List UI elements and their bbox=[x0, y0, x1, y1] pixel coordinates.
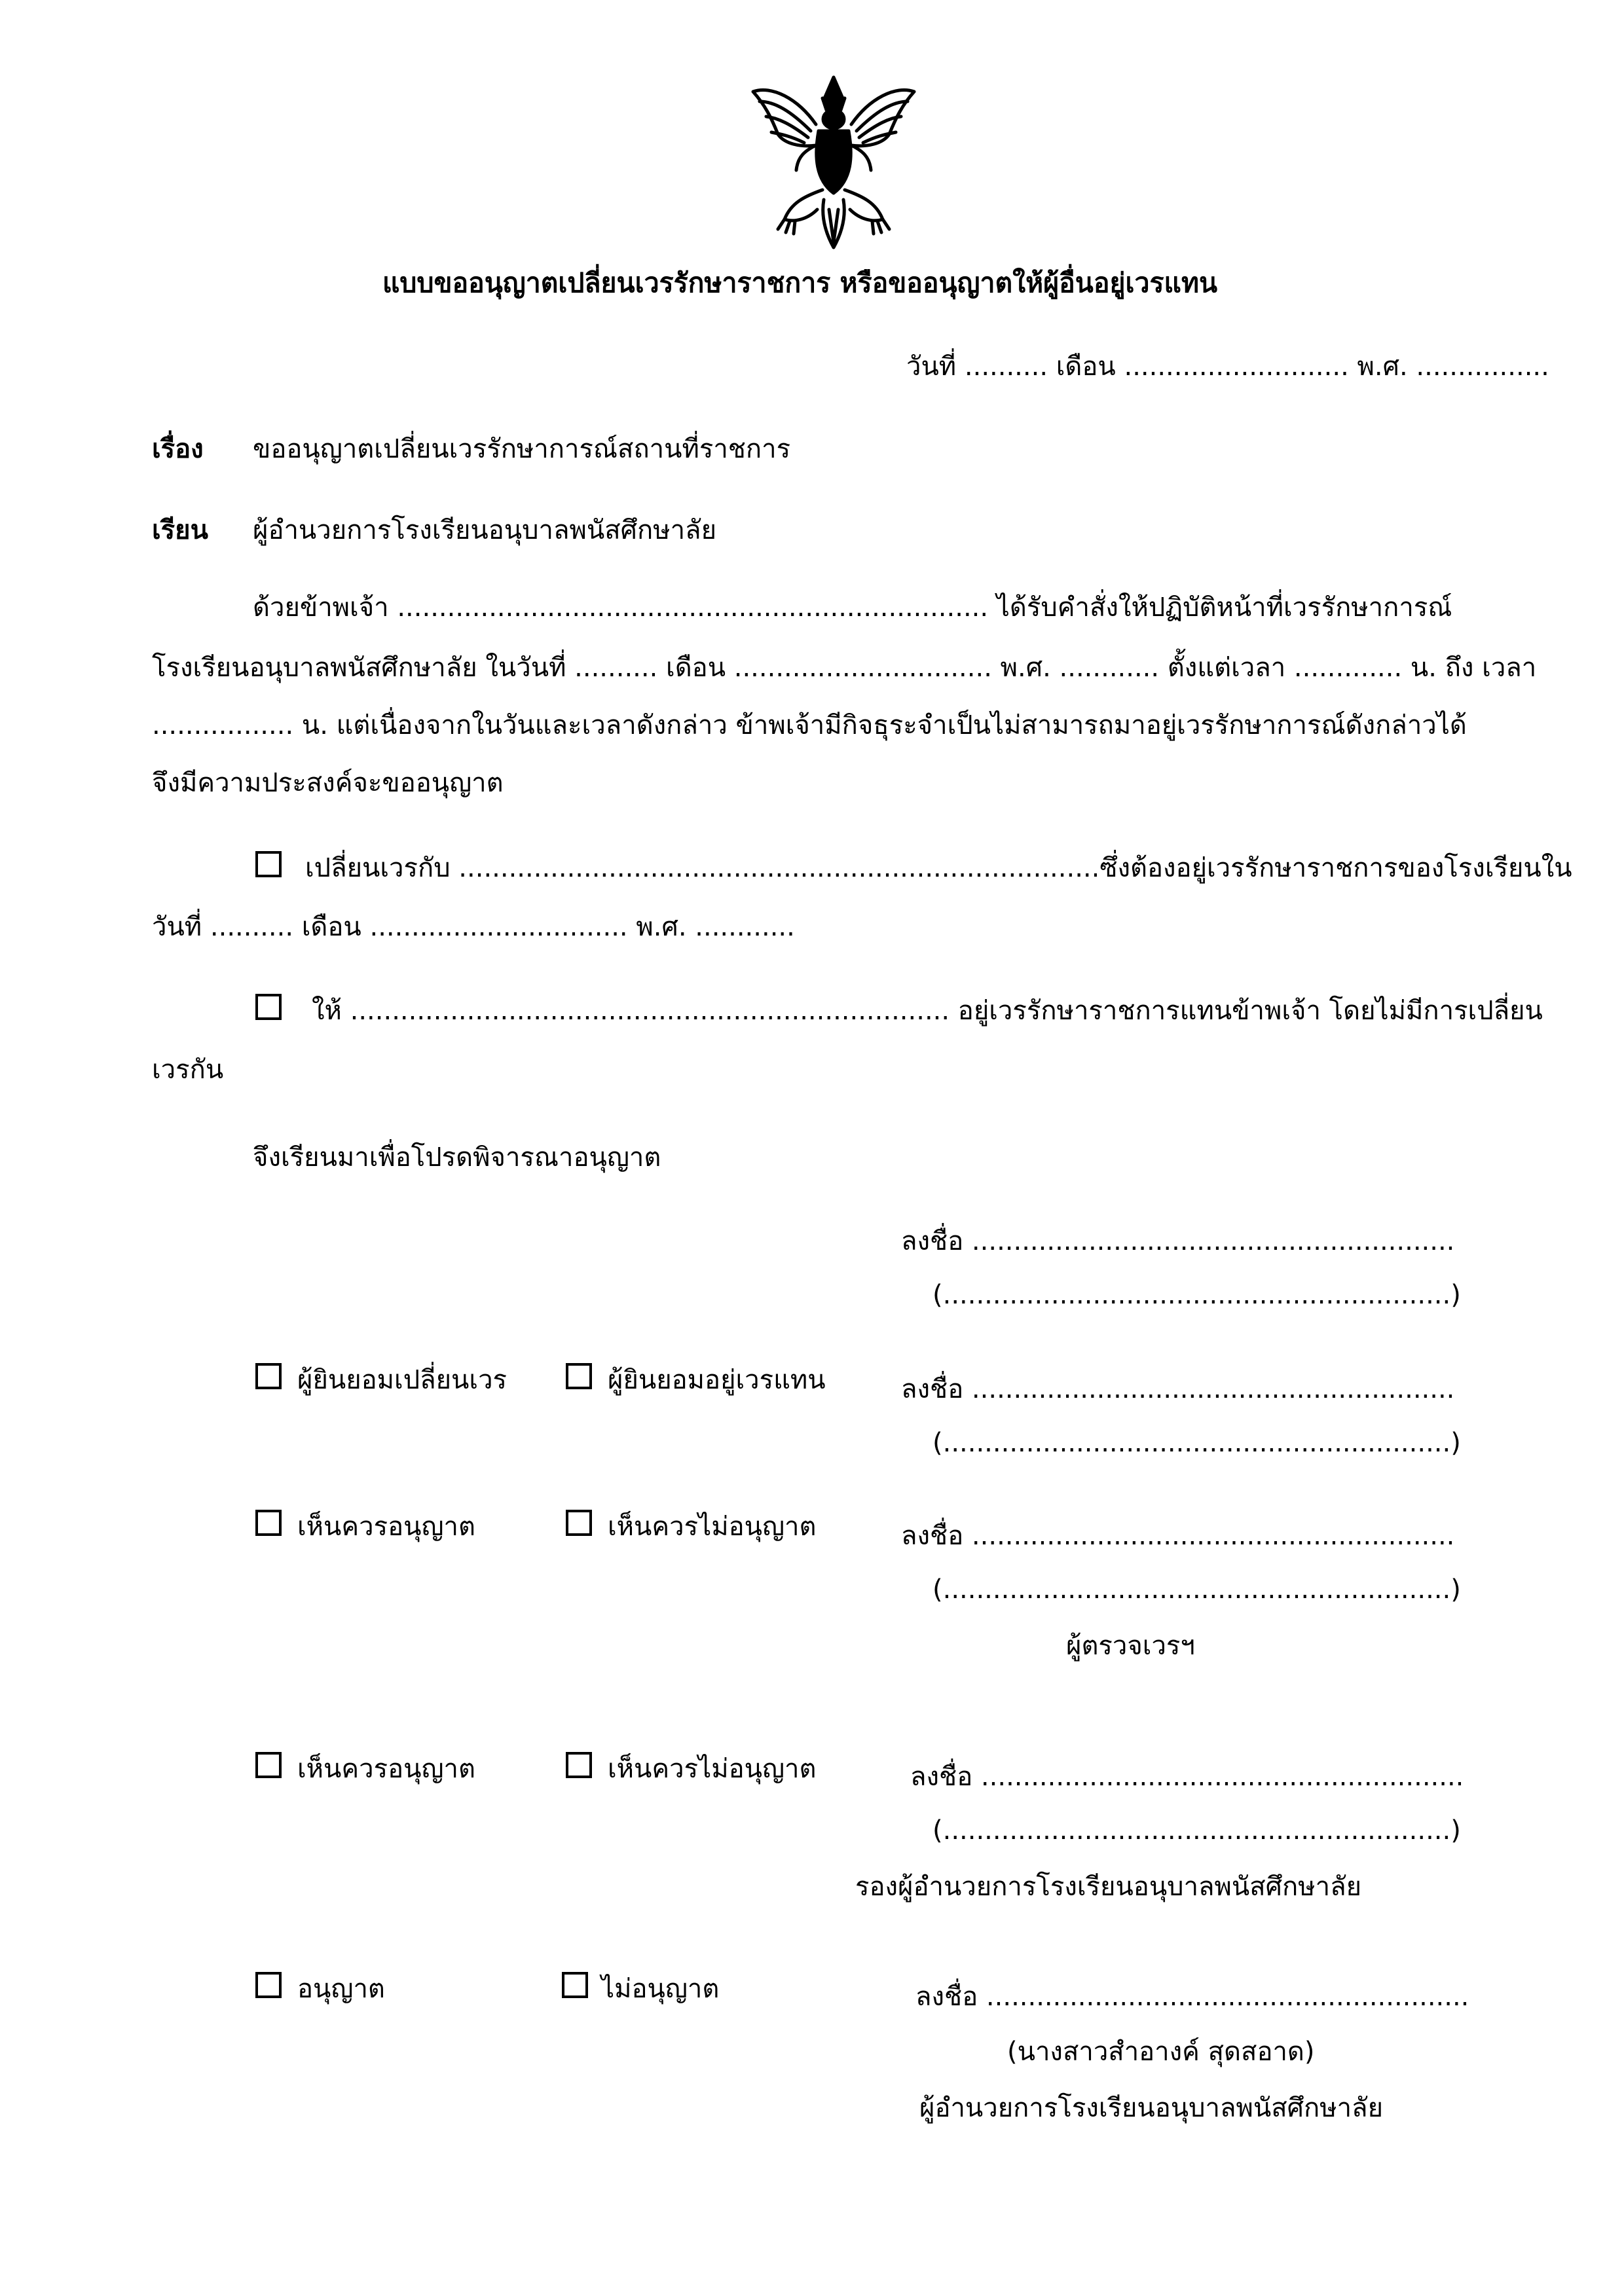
substitute-line-1: ให้ ........................................................................ อยู่เวรรักษาราชการแทนข้าพเจ้า โดยไม่มีการเปลี่ยน bbox=[312, 996, 1543, 1026]
director-signature-line: ลงชื่อ .......................................................... bbox=[915, 1982, 1469, 2012]
inspector-reject-checkbox[interactable] bbox=[566, 1510, 592, 1536]
swap-shift-line-2: วันที่ .......... เดือน ............................... พ.ศ. ............ bbox=[152, 912, 795, 942]
inspector-signature-line: ลงชื่อ .......................................................... bbox=[901, 1521, 1455, 1551]
deputy-reject-label: เห็นควรไม่อนุญาต bbox=[608, 1754, 817, 1784]
consent-substitute-checkbox[interactable] bbox=[566, 1363, 592, 1389]
garuda-emblem-icon bbox=[745, 72, 922, 252]
consent-substitute-label: ผู้ยินยอมอยู่เวรแทน bbox=[608, 1365, 826, 1395]
deputy-approve-label: เห็นควรอนุญาต bbox=[297, 1754, 475, 1784]
consent-name-line: (.............................................................) bbox=[932, 1428, 1461, 1458]
consent-swap-label: ผู้ยินยอมเปลี่ยนเวร bbox=[297, 1365, 507, 1395]
body-line-2: โรงเรียนอนุบาลพนัสศึกษาลัย ในวันที่ .......... เดือน ............................... พ.ศ. ............ ตั้งแต่เวลา ............. น. ถึง เวลา bbox=[152, 653, 1537, 683]
inspector-approve-label: เห็นควรอนุญาต bbox=[297, 1512, 475, 1542]
director-approve-checkbox[interactable] bbox=[255, 1972, 282, 1998]
body-line-1: ด้วยข้าพเจ้า ....................................................................... ได้รับคำสั่งให้ปฏิบัติหน้าที่เวรรักษาการณ์ bbox=[253, 592, 1452, 623]
substitute-checkbox[interactable] bbox=[255, 994, 282, 1020]
inspector-title: ผู้ตรวจเวรฯ bbox=[1066, 1631, 1195, 1661]
body-line-3: ................. น. แต่เนื่องจากในวันและเวลาดังกล่าว ข้าพเจ้ามีกิจธุระจำเป็นไม่สามารถมาอยู่เวรรักษาการณ์ดังกล่าวได้ bbox=[152, 710, 1467, 740]
deputy-approve-checkbox[interactable] bbox=[255, 1752, 282, 1778]
inspector-reject-label: เห็นควรไม่อนุญาต bbox=[608, 1512, 817, 1542]
date-line: วันที่ .......... เดือน ........................... พ.ศ. ................ bbox=[906, 352, 1549, 382]
subject-text: ขออนุญาตเปลี่ยนเวรรักษาการณ์สถานที่ราชการ bbox=[253, 434, 791, 464]
director-name: (นางสาวสำอางค์ สุดสอาด) bbox=[1007, 2037, 1315, 2067]
inspector-approve-checkbox[interactable] bbox=[255, 1510, 282, 1536]
recipient-label: เรียน bbox=[152, 515, 208, 545]
swap-shift-checkbox[interactable] bbox=[255, 851, 282, 877]
deputy-reject-checkbox[interactable] bbox=[566, 1752, 592, 1778]
inspector-name-line: (.............................................................) bbox=[932, 1575, 1461, 1605]
recipient-text: ผู้อำนวยการโรงเรียนอนุบาลพนัสศึกษาลัย bbox=[253, 515, 717, 545]
director-reject-label: ไม่อนุญาต bbox=[601, 1974, 720, 2004]
deputy-signature-line: ลงชื่อ .......................................................... bbox=[910, 1762, 1464, 1792]
substitute-line-2: เวรกัน bbox=[152, 1055, 224, 1085]
closing-text: จึงเรียนมาเพื่อโปรดพิจารณาอนุญาต bbox=[253, 1142, 661, 1173]
requester-signature-line: ลงชื่อ .......................................................... bbox=[901, 1226, 1455, 1256]
consent-signature-line: ลงชื่อ .......................................................... bbox=[901, 1374, 1455, 1404]
form-title: แบบขออนุญาตเปลี่ยนเวรรักษาราชการ หรือขออนุญาตให้ผู้อื่นอยู่เวรแทน bbox=[382, 267, 1218, 299]
director-reject-checkbox[interactable] bbox=[562, 1972, 588, 1998]
subject-label: เรื่อง bbox=[152, 434, 204, 464]
consent-swap-checkbox[interactable] bbox=[255, 1363, 282, 1389]
director-approve-label: อนุญาต bbox=[297, 1974, 385, 2004]
swap-shift-line-1: เปลี่ยนเวรกับ .............................................................................ซึ่งต้องอยู่เวรรักษาราชการของโรงเรียนใน bbox=[305, 853, 1572, 883]
deputy-title: รองผู้อำนวยการโรงเรียนอนุบาลพนัสศึกษาลัย bbox=[855, 1872, 1362, 1902]
director-title: ผู้อำนวยการโรงเรียนอนุบาลพนัสศึกษาลัย bbox=[919, 2093, 1384, 2123]
requester-name-line: (.............................................................) bbox=[932, 1280, 1461, 1310]
body-line-4: จึงมีความประสงค์จะขออนุญาต bbox=[152, 768, 504, 798]
deputy-name-line: (.............................................................) bbox=[932, 1815, 1461, 1846]
